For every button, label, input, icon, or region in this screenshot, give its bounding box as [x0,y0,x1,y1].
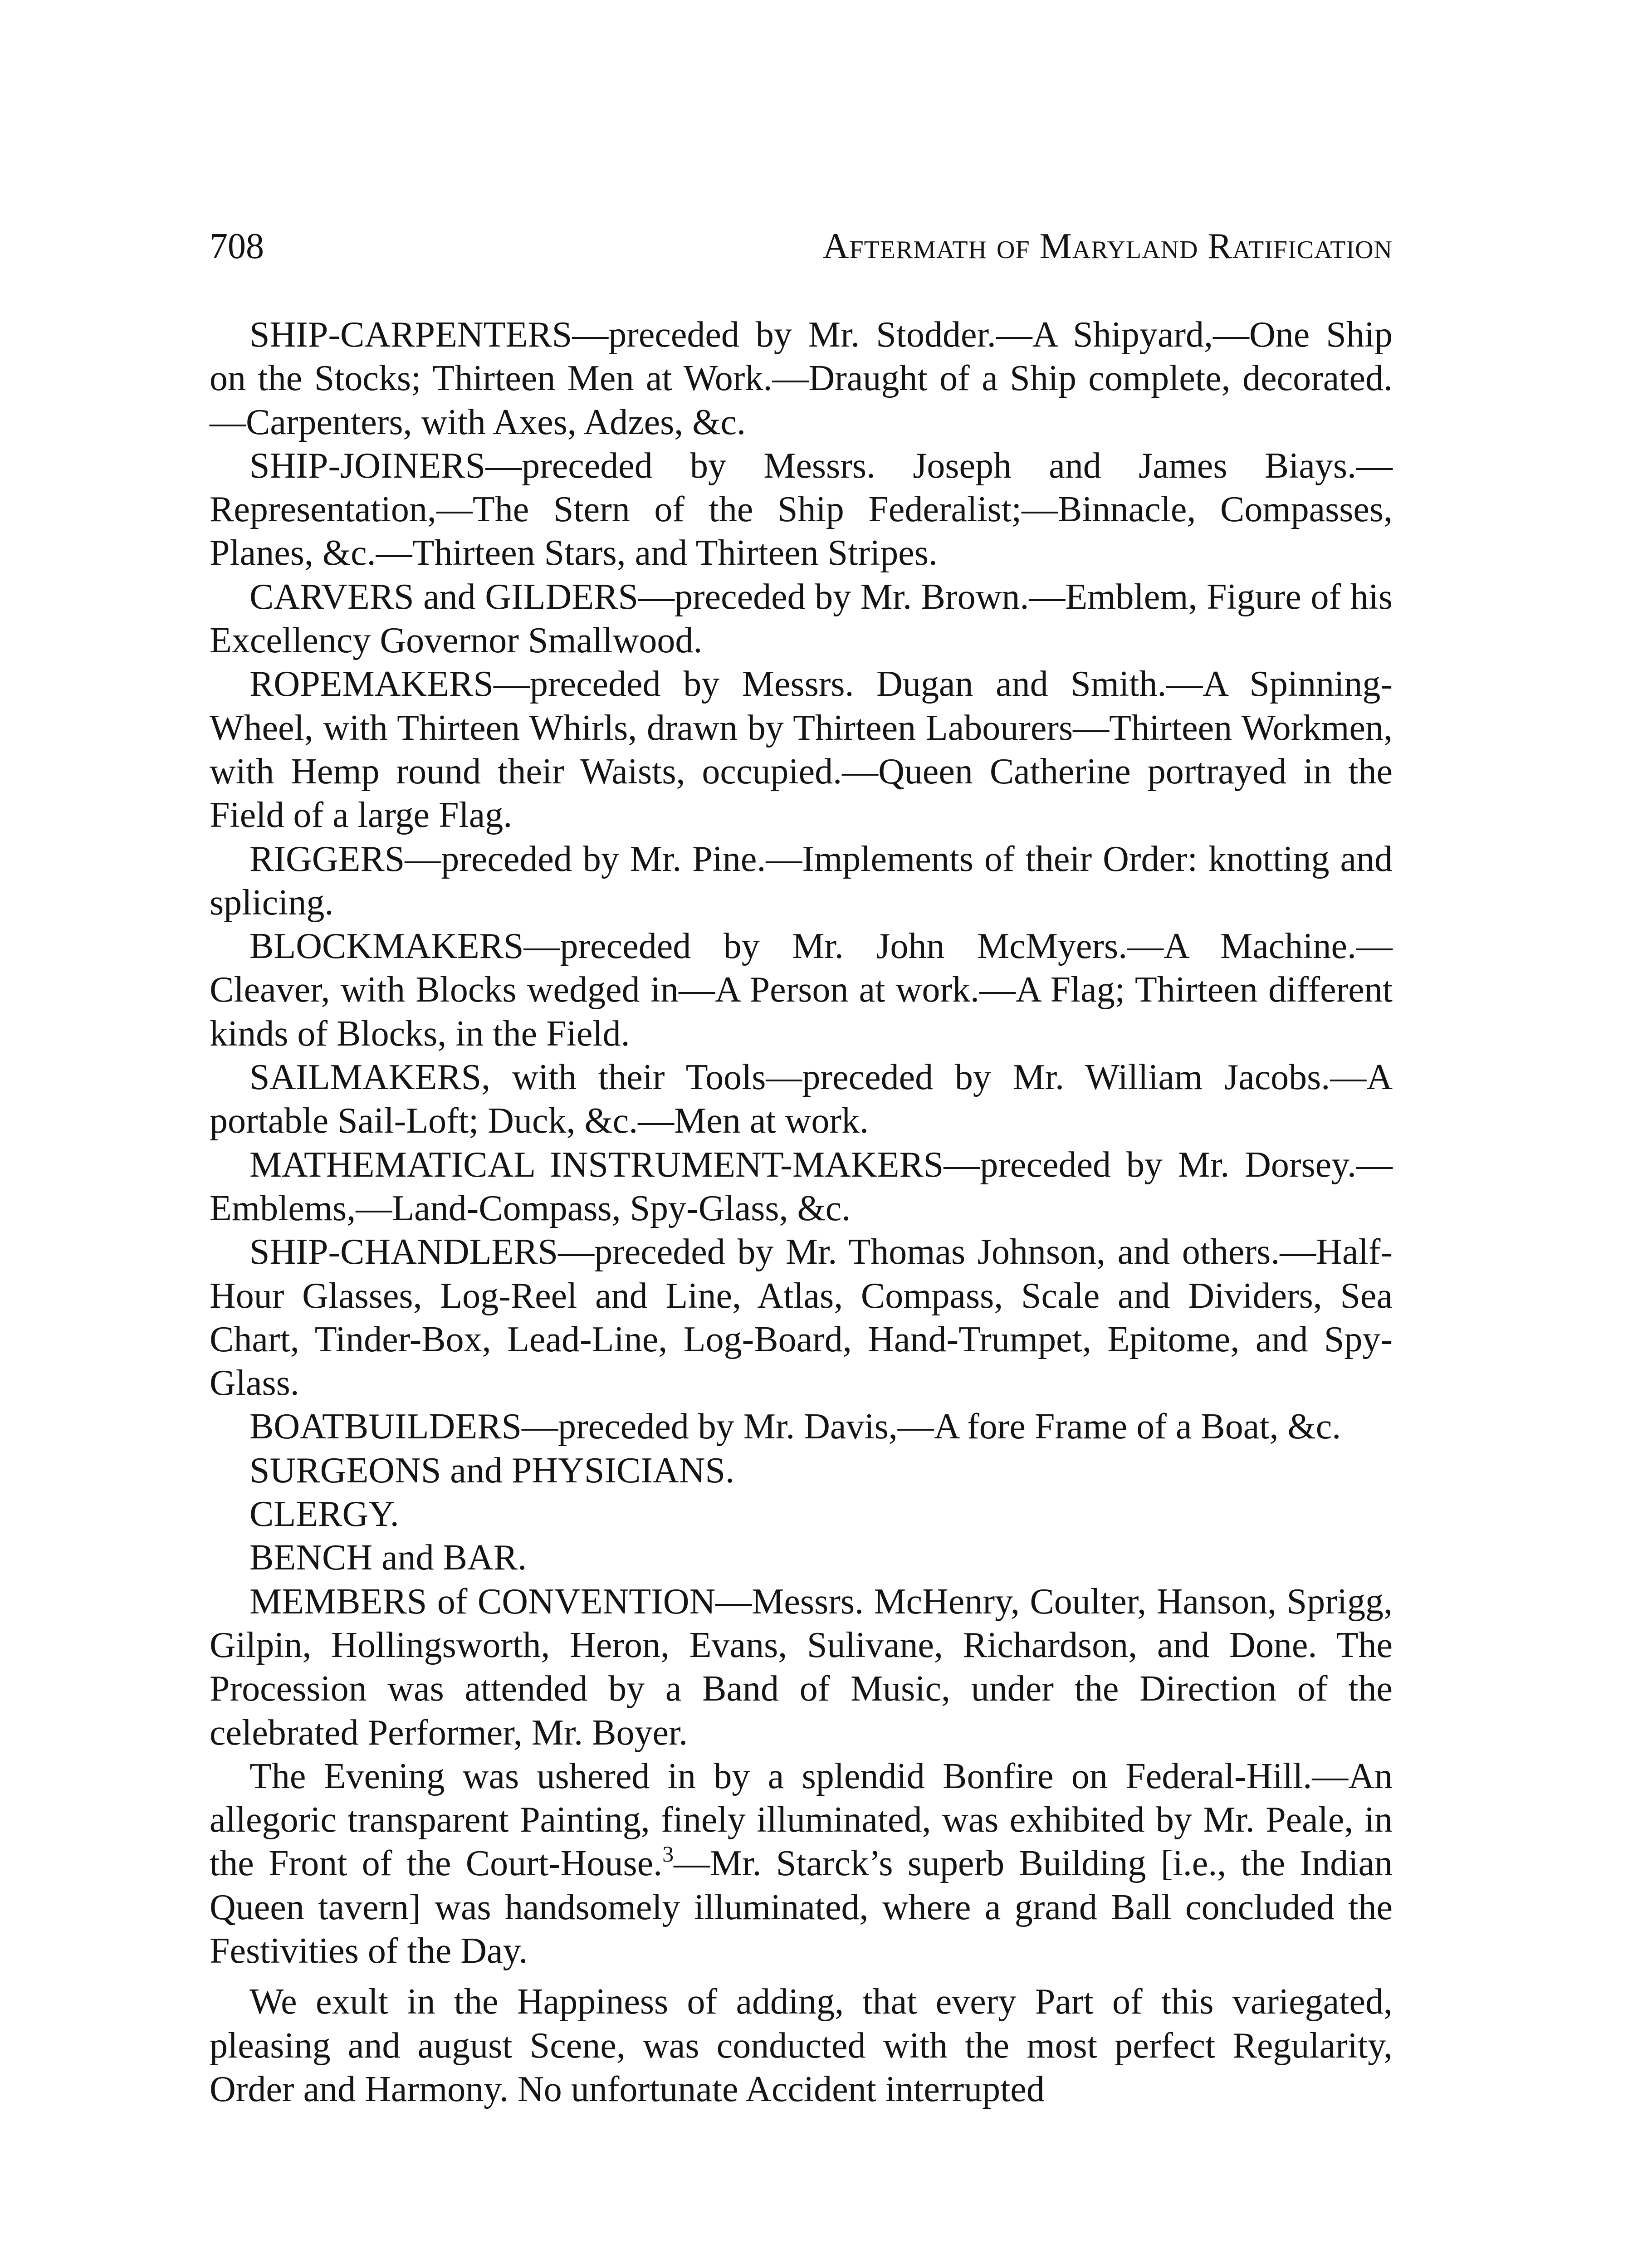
page-number: 708 [210,226,264,266]
paragraph-members-convention: MEMBERS of CONVENTION—Messrs. McHenry, Coulter, Hanson, Sprigg, Gilpin, Hollingsworth, Heron, Evans, Sulivane, Richardson, and Done. The Procession was attended by a Band of Music, under the Direction of the celebrated Performer, Mr. Boyer. [210,1581,1393,1753]
paragraph-boatbuilders: BOATBUILDERS—preceded by Mr. Davis,—A fore Frame of a Boat, &c. [249,1407,1341,1447]
paragraph-riggers: RIGGERS—preceded by Mr. Pine.—Implements of their Order: knotting and splicing. [210,839,1393,923]
paragraph-ropemakers: ROPEMAKERS—preceded by Messrs. Dugan and Smith.—A Spinning-Wheel, with Thirteen Whirls, drawn by Thirteen Labourers—Thirteen Workmen, with Hemp round their Waists, occupied.—Queen Catherine portrayed in the Field of a large Flag. [210,664,1393,836]
paragraph-clergy: CLERGY. [249,1494,399,1535]
paragraph-ship-chandlers: SHIP-CHANDLERS—preceded by Mr. Thomas Johnson, and others.—Half-Hour Glasses, Log-Reel and Line, Atlas, Compass, Scale and Dividers, Sea Chart, Tinder-Box, Lead-Line, Log-Board, Hand-Trumpet, Epitome, and Spy-Glass. [210,1232,1393,1403]
paragraph-closing: We exult in the Happiness of adding, that every Part of this variegated, pleasing and august Scene, was conducted with the most perfect Regularity, Order and Harmony. No unfortunate Accident interrupted [210,1982,1393,2109]
body-text [210,313,1393,2111]
paragraph-evening [210,1755,1393,1973]
paragraph-sailmakers: SAILMAKERS, with their Tools—preceded by Mr. William Jacobs.—A portable Sail-Loft; Duck, &c.—Men at work. [210,1057,1393,1141]
running-title: Aftermath of Maryland Ratification [822,226,1393,266]
paragraph-surgeons: SURGEONS and PHYSICIANS. [249,1450,735,1491]
paragraph-bench-bar: BENCH and BAR. [249,1538,527,1578]
paragraph-carvers-gilders: CARVERS and GILDERS—preceded by Mr. Brown.—Emblem, Figure of his Excellency Governor Smallwood. [210,577,1393,661]
paragraph-ship-joiners: SHIP-JOINERS—preceded by Messrs. Joseph and James Biays.—Representation,—The Stern of the Ship Federalist;—Binnacle, Compasses, Planes, &c.—Thirteen Stars, and Thirteen Stripes. [210,445,1393,573]
paragraph-blockmakers: BLOCKMAKERS—preceded by Mr. John McMyers.—A Machine.—Cleaver, with Blocks wedged in—A Person at work.—A Flag; Thirteen different kinds of Blocks, in the Field. [210,926,1393,1054]
evening-text-after-note: —Mr. Starck’s superb Building [i.e., the Indian Queen tavern] was handsomely illuminated, where a grand Ball concluded the Festivities of the Day. [210,1843,1393,1971]
paragraph-instrument-makers: MATHEMATICAL INSTRUMENT-MAKERS—preceded by Mr. Dorsey.—Emblems,—Land-Compass, Spy-Glass, &c. [210,1144,1393,1228]
running-head [210,221,1393,271]
paragraph-ship-carpenters: SHIP-CARPENTERS—preceded by Mr. Stodder.—A Shipyard,—One Ship on the Stocks; Thirteen Men at Work.—Draught of a Ship complete, decorated.—Carpenters, with Axes, Adzes, &c. [210,315,1393,442]
evening-text-before-note: The Evening was ushered in by a splendid Bonfire on Federal-Hill.—An allegoric transparent Painting, finely illuminated, was exhibited by Mr. Peale, in the Front of the Court-House. [210,1756,1393,1884]
footnote-marker[interactable]: 3 [662,1841,674,1867]
